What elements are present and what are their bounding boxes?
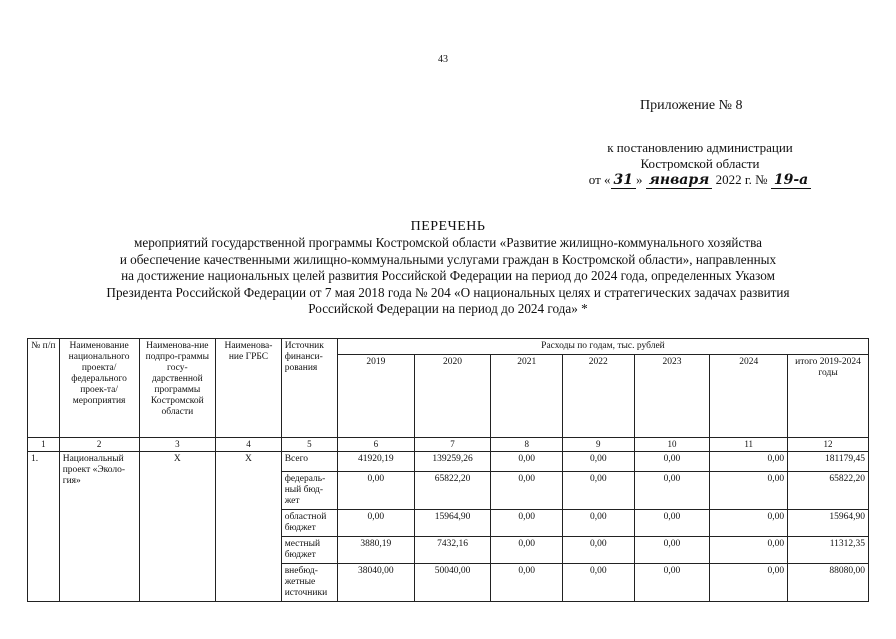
project-subprogram: Х [139,452,216,602]
column-number: 11 [710,438,788,452]
value-cell: 0,00 [710,537,788,564]
header-number: № п/п [28,339,60,438]
total-cell: 88080,00 [788,564,869,602]
project-name: Национальный проект «Эколо-гия» [59,452,139,602]
table-row [28,452,869,472]
funding-source: внебюд-жетные источники [281,564,337,602]
column-number-row [28,438,869,452]
header-funding-source: Источник финанси-рования [281,339,337,438]
column-number: 9 [563,438,635,452]
column-number: 4 [216,438,281,452]
expenses-table [27,338,869,602]
value-cell: 3880,19 [337,537,414,564]
column-number: 3 [139,438,216,452]
project-number: 1. [28,452,60,602]
column-number: 6 [337,438,414,452]
value-cell: 0,00 [491,510,563,537]
value-cell: 0,00 [634,472,710,510]
column-number: 10 [634,438,710,452]
document-subtitle-line: Российской Федерации на период до 2024 года» * [308,301,588,316]
value-cell: 0,00 [563,510,635,537]
value-cell: 0,00 [491,537,563,564]
column-number: 8 [491,438,563,452]
header-year: 2023 [634,355,710,438]
funding-source: федераль-ный бюд-жет [281,472,337,510]
handwritten-decree-number: 19-а [771,172,811,189]
document-subtitle-line: мероприятий государственной программы Костромской области «Развитие жилищно-коммунального хозяйства [134,235,762,250]
document-header [40,218,856,318]
header-year: 2024 [710,355,788,438]
decree-reference [560,140,840,189]
value-cell: 0,00 [634,564,710,602]
header-year: 2019 [337,355,414,438]
value-cell: 0,00 [491,472,563,510]
decree-date [560,172,840,189]
year-text: 2022 г. № [715,172,768,187]
page-number: 43 [438,54,448,65]
header-year: 2022 [563,355,635,438]
funding-source: Всего [281,452,337,472]
value-cell: 0,00 [563,472,635,510]
header-year: 2021 [491,355,563,438]
table-header-row [28,339,869,355]
value-cell: 0,00 [563,537,635,564]
handwritten-day: 31 [611,172,636,189]
decree-line-1: к постановлению администрации [607,140,793,155]
header-project-name: Наименование национального проекта/ федерального проек-та/мероприятия [59,339,139,438]
funding-source: местный бюджет [281,537,337,564]
value-cell: 0,00 [634,452,710,472]
document-subtitle-line: Президента Российской Федерации от 7 мая 2018 года № 204 «О национальных целях и стратегических задачах развития [106,284,790,300]
value-cell: 0,00 [710,452,788,472]
value-cell: 41920,19 [337,452,414,472]
value-cell: 50040,00 [414,564,491,602]
date-prefix: от « [588,172,611,187]
total-cell: 181179,45 [788,452,869,472]
header-expenses-group: Расходы по годам, тыс. рублей [337,339,868,355]
value-cell: 15964,90 [414,510,491,537]
header-grbs: Наименова-ние ГРБС [216,339,281,438]
value-cell: 0,00 [563,564,635,602]
decree-line-2: Костромской области [640,156,760,171]
value-cell: 0,00 [491,452,563,472]
header-year: 2020 [414,355,491,438]
value-cell: 0,00 [491,564,563,602]
value-cell: 0,00 [337,510,414,537]
column-number: 7 [414,438,491,452]
value-cell: 139259,26 [414,452,491,472]
value-cell: 0,00 [710,510,788,537]
project-grbs: Х [216,452,281,602]
value-cell: 0,00 [634,510,710,537]
column-number: 2 [59,438,139,452]
value-cell: 38040,00 [337,564,414,602]
value-cell: 0,00 [337,472,414,510]
value-cell: 0,00 [710,472,788,510]
date-mid: » [636,172,643,187]
value-cell: 7432,16 [414,537,491,564]
header-total: итого 2019-2024 годы [788,355,869,438]
total-cell: 11312,35 [788,537,869,564]
document-title: ПЕРЕЧЕНЬ [410,219,486,234]
document-subtitle-line: и обеспечение качественными жилищно-коммунальными услугами граждан в Костромской области», направленных [119,251,777,267]
header-subprogram: Наименова-ние подпро-граммы госу-дарственной программы Костромской области [139,339,216,438]
value-cell: 0,00 [634,537,710,564]
total-cell: 15964,90 [788,510,869,537]
appendix-title: Приложение № 8 [640,98,743,113]
value-cell: 0,00 [563,452,635,472]
value-cell: 0,00 [710,564,788,602]
column-number: 12 [788,438,869,452]
handwritten-month: января [646,172,713,189]
column-number: 5 [281,438,337,452]
document-subtitle-line: на достижение национальных целей развития Российской Федерации на период до 2024 года, определенных Указом [121,268,775,283]
value-cell: 65822,20 [414,472,491,510]
total-cell: 65822,20 [788,472,869,510]
funding-source: областной бюджет [281,510,337,537]
column-number: 1 [28,438,60,452]
